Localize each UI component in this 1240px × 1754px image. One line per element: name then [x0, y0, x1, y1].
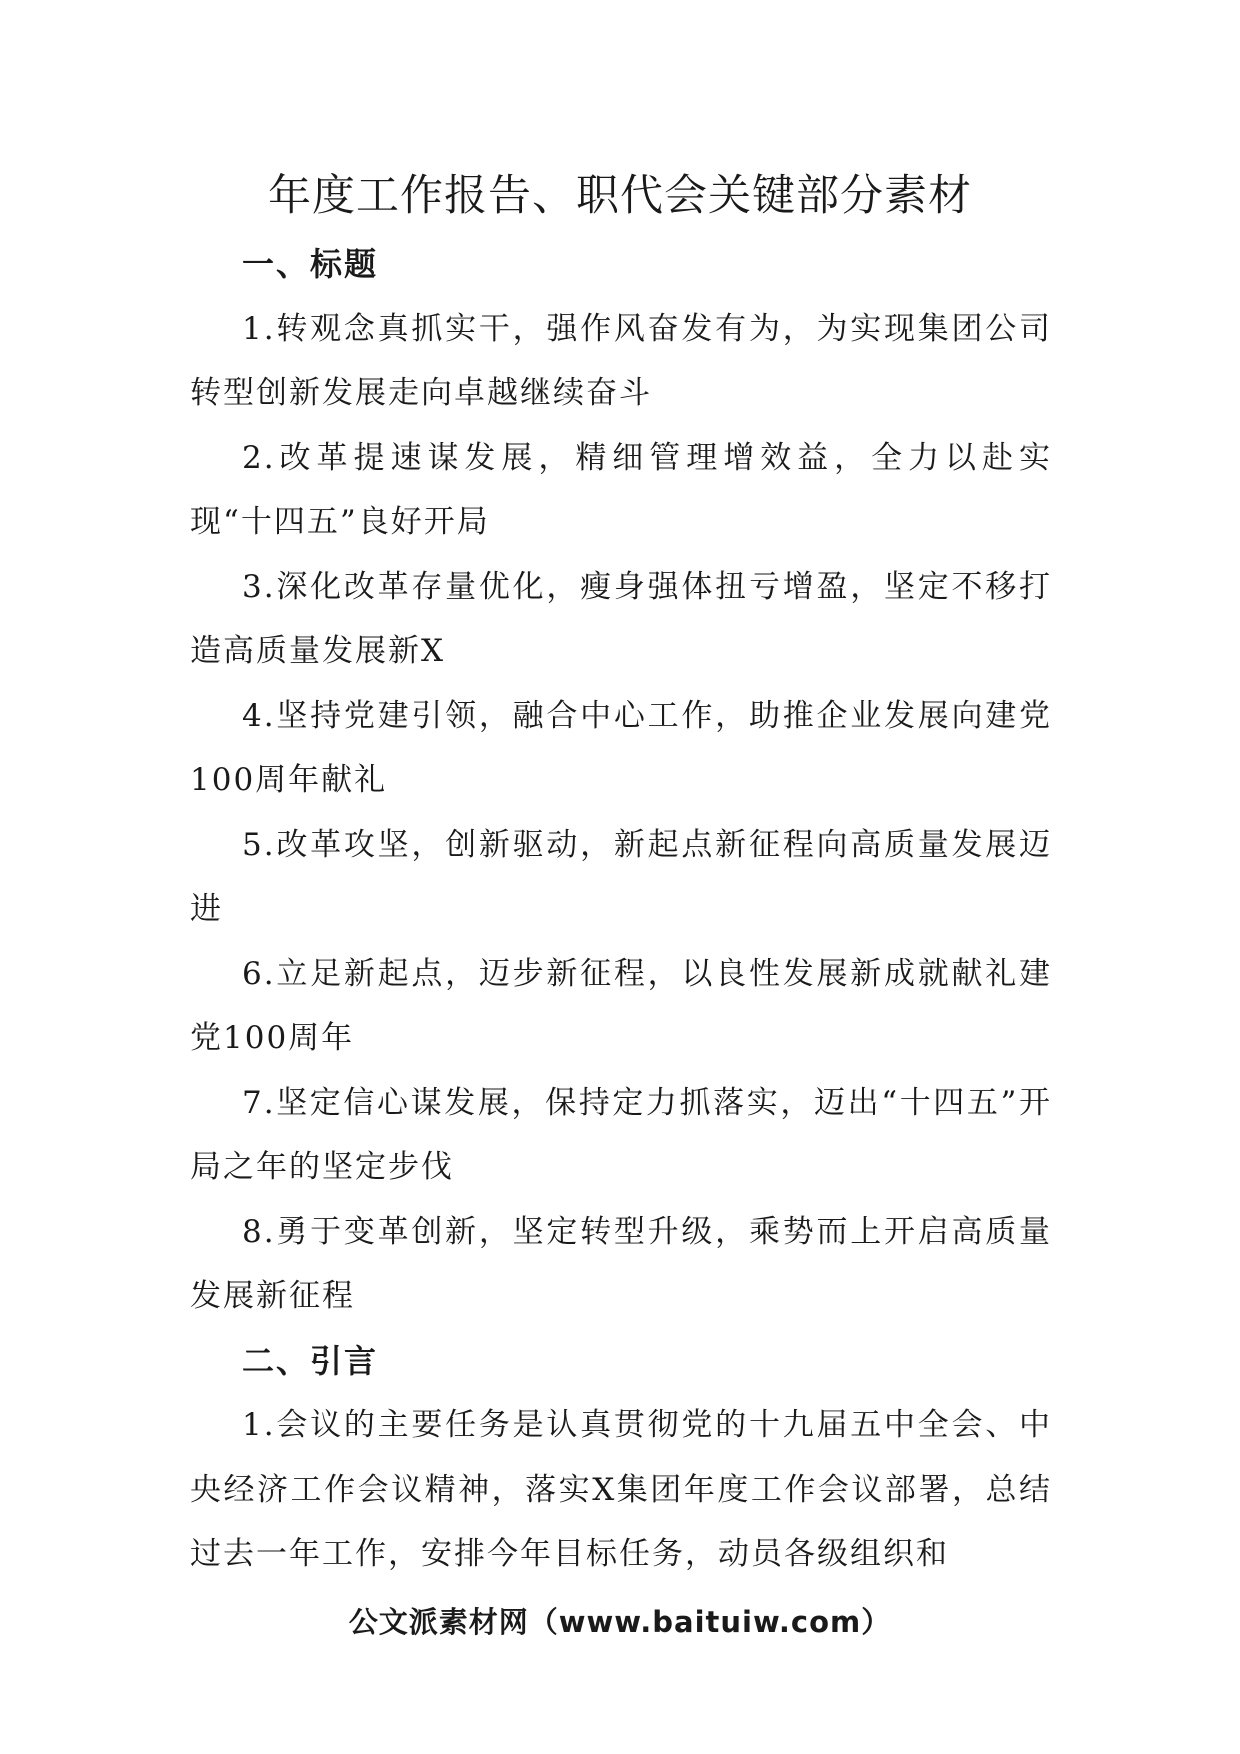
- section-heading-titles: 一、标题: [242, 245, 379, 283]
- document-title: 年度工作报告、职代会关键部分素材: [268, 171, 972, 221]
- paragraph: 4.坚持党建引领，融合中心工作，助推企业发展向建党100周年献礼: [190, 697, 1052, 798]
- paragraph: 1.转观念真抓实干，强作风奋发有为，为实现集团公司转型创新发展走向卓越继续奋斗: [190, 310, 1052, 411]
- section-heading-introduction: 二、引言: [242, 1341, 379, 1380]
- footer-source-link[interactable]: 公文派素材网（www.baituiw.com）: [348, 1605, 892, 1639]
- paragraph: 2.改革提速谋发展，精细管理增效益，全力以赴实现“十四五”良好开局: [190, 439, 1052, 540]
- paragraph: 6.立足新起点，迈步新征程，以良性发展新成就献礼建党100周年: [190, 955, 1052, 1056]
- document-body: [190, 232, 1052, 1587]
- paragraph: 7.坚定信心谋发展，保持定力抓落实，迈出“十四五”开局之年的坚定步伐: [190, 1084, 1052, 1185]
- paragraph: 1.会议的主要任务是认真贯彻党的十九届五中全会、中央经济工作会议精神，落实X集团年度工作会议部署，总结过去一年工作，安排今年目标任务，动员各级组织和: [190, 1407, 1052, 1572]
- paragraph: 8.勇于变革创新，坚定转型升级，乘势而上开启高质量发展新征程: [190, 1213, 1052, 1314]
- paragraph: 3.深化改革存量优化，瘦身强体扭亏增盈，坚定不移打造高质量发展新X: [190, 568, 1052, 669]
- paragraph: 5.改革攻坚，创新驱动，新起点新征程向高质量发展迈进: [190, 826, 1052, 927]
